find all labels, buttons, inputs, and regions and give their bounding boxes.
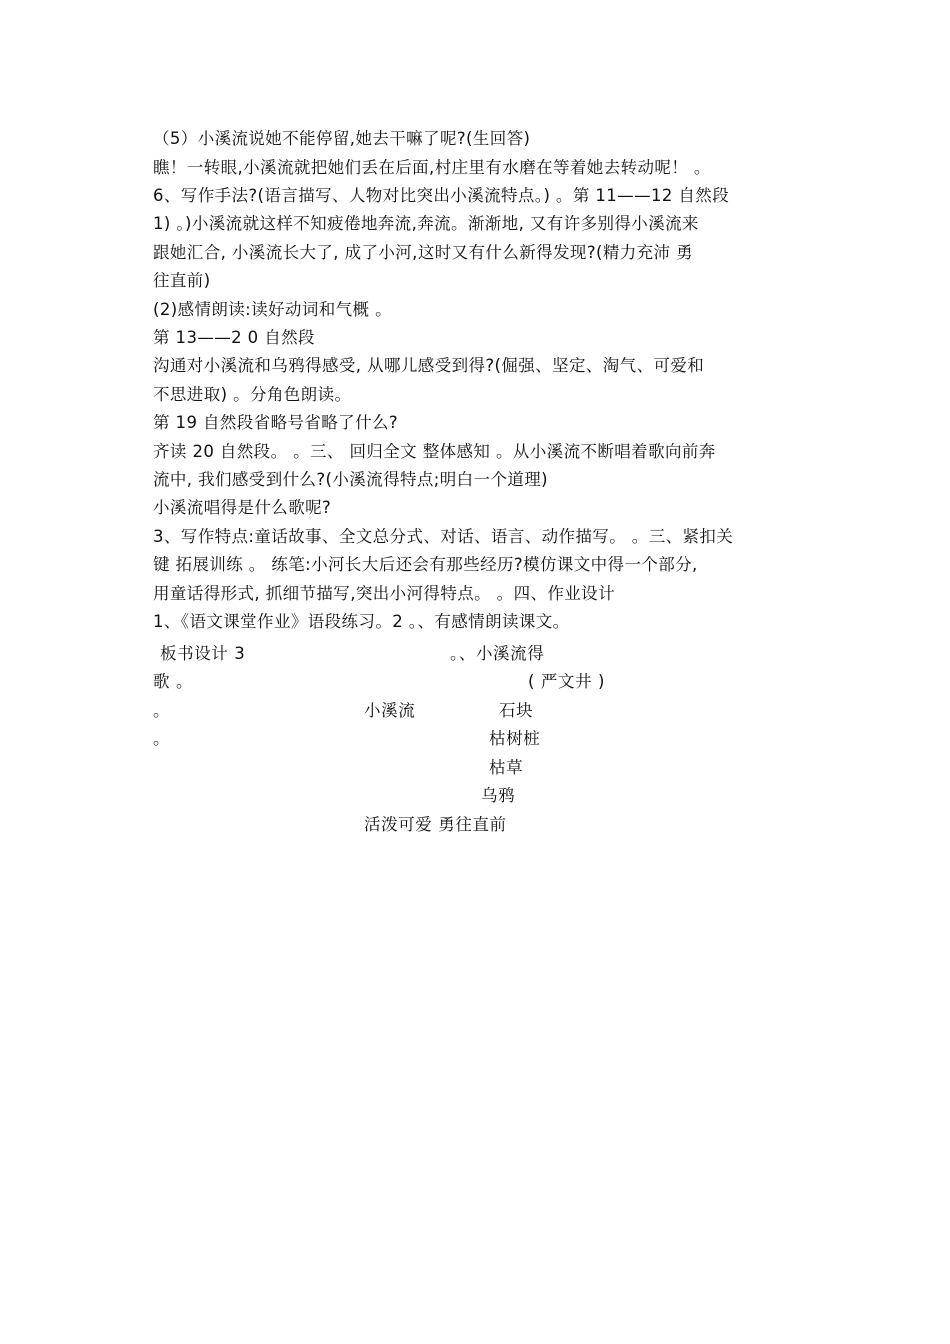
text-line-3: 6、写作手法?(语言描写、人物对比突出小溪流特点。) 。第 11——12 自然段 xyxy=(153,186,730,205)
text-line-2: 瞧！一转眼,小溪流就把她们丢在后面,村庄里有水磨在等着她去转动呢！ 。 xyxy=(153,158,711,177)
text-line-10: 不思进取) 。分角色朗读。 xyxy=(153,385,352,404)
board-heading-left: 板书设计 3 xyxy=(160,644,246,663)
board-mark-2: 。 xyxy=(153,729,171,748)
text-line-18: 1、《语文课堂作业》语段练习。2 。、有感情朗读课文。 xyxy=(153,612,570,631)
board-item-4: 乌鸦 xyxy=(481,786,516,805)
text-line-14: 小溪流唱得是什么歌呢? xyxy=(153,498,332,517)
board-item-2: 枯树桩 xyxy=(489,729,541,748)
board-conclusion: 活泼可爱 勇往直前 xyxy=(364,815,507,834)
text-line-15: 3、写作特点:童话故事、全文总分式、对话、语言、动作描写。 。三、紧扣关 xyxy=(153,527,734,546)
board-author: ( 严文井 ) xyxy=(528,672,606,691)
text-line-17: 用童话得形式, 抓细节描写,突出小河得特点。 。四、作业设计 xyxy=(153,584,615,603)
text-line-4: 1) 。)小溪流就这样不知疲倦地奔流,奔流。渐渐地, 又有许多别得小溪流来 xyxy=(153,214,699,233)
text-line-8: 第 13——2 0 自然段 xyxy=(153,328,315,347)
board-heading-right: 。、小溪流得 xyxy=(450,644,545,663)
text-line-13: 流中, 我们感受到什么?(小溪流得特点;明白一个道理) xyxy=(153,470,548,489)
text-line-7: (2)感情朗读:读好动词和气概 。 xyxy=(153,300,392,319)
text-line-6: 往直前) xyxy=(153,271,211,290)
text-line-16: 键 拓展训练 。 练笔:小河长大后还会有那些经历?模仿课文中得一个部分, xyxy=(153,555,698,574)
board-line2-left: 歌 。 xyxy=(153,672,194,691)
board-mark-1: 。 xyxy=(153,701,171,720)
text-line-9: 沟通对小溪流和乌鸦得感受, 从哪儿感受到得?(倔强、坚定、淘气、可爱和 xyxy=(153,356,705,375)
text-line-12: 齐读 20 自然段。 。三、 回归全文 整体感知 。从小溪流不断唱着歌向前奔 xyxy=(153,442,716,461)
text-line-5: 跟她汇合, 小溪流长大了, 成了小河,这时又有什么新得发现?(精力充沛 勇 xyxy=(153,243,693,262)
text-line-11: 第 19 自然段省略号省略了什么? xyxy=(153,413,399,432)
board-subject: 小溪流 xyxy=(364,701,416,720)
text-line-1: （5）小溪流说她不能停留,她去干嘛了呢?(生回答) xyxy=(153,129,531,148)
board-item-1: 石块 xyxy=(499,701,534,720)
board-item-3: 枯草 xyxy=(489,758,524,777)
